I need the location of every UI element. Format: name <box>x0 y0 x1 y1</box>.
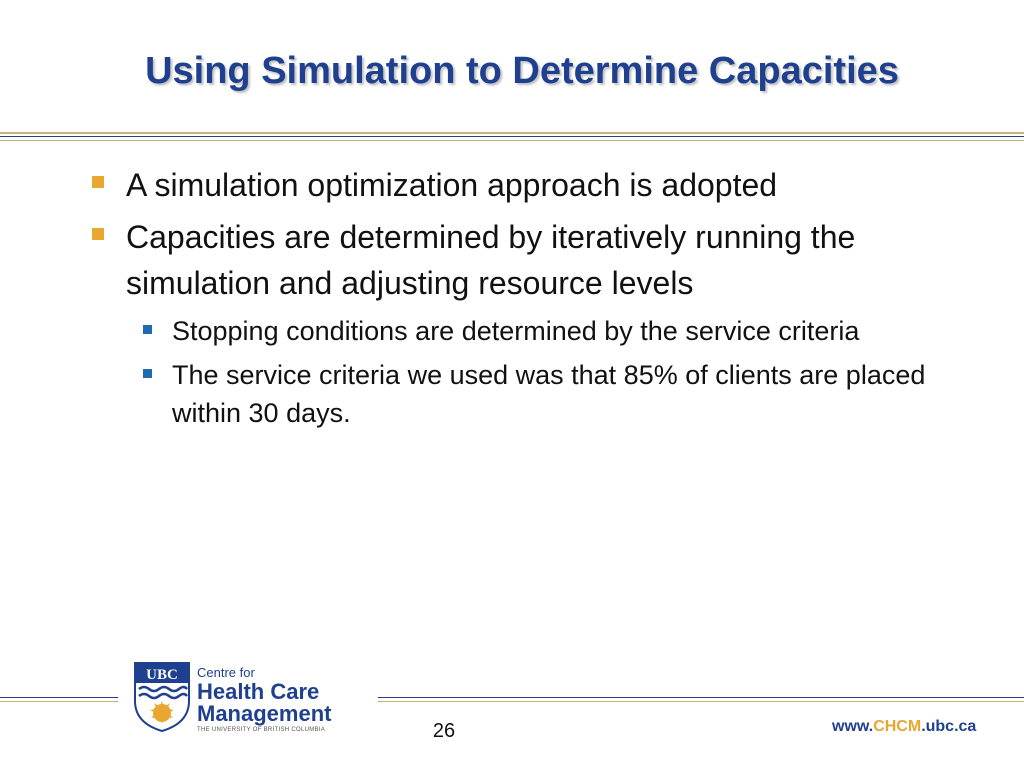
url-suffix: .ubc.ca <box>921 718 977 735</box>
header-rule-gold-lower <box>0 140 1024 141</box>
footer-rule-right-gold <box>378 701 1024 702</box>
header-rule-blue <box>0 136 1024 137</box>
bullet-text: Capacities are determined by iteratively running the simulation and adjusting resource levels <box>126 219 856 301</box>
square-bullet-icon <box>143 369 152 378</box>
ubc-crest-icon <box>133 661 191 733</box>
square-bullet-icon <box>143 325 152 334</box>
bullet-item <box>90 214 950 306</box>
bullet-text: A simulation optimization approach is adopted <box>126 167 778 203</box>
logo-line-management: Management <box>197 701 332 726</box>
logo-line-university: THE UNIVERSITY OF BRITISH COLUMBIA <box>197 727 326 733</box>
page-number: 26 <box>432 720 456 742</box>
logo-line-health-care: Health Care <box>197 679 320 704</box>
bullet-item <box>90 162 950 208</box>
slide-title: Using Simulation to Determine Capacities <box>145 50 899 92</box>
header-rule-gold <box>0 132 1024 134</box>
footer-rule-left-blue <box>0 697 118 698</box>
sub-bullet-item <box>90 312 950 350</box>
square-bullet-icon <box>92 228 104 240</box>
website-url <box>832 718 976 736</box>
sub-bullet-item <box>90 356 950 432</box>
bullet-list <box>90 162 950 438</box>
footer-rule-right-blue <box>378 697 1024 698</box>
url-prefix: www. <box>832 718 874 735</box>
sub-bullet-text: Stopping conditions are determined by the service criteria <box>172 316 860 346</box>
logo-line-centre-for: Centre for <box>197 665 255 680</box>
square-bullet-icon <box>92 176 104 188</box>
url-highlight: CHCM <box>873 718 922 735</box>
crest-text: UBC <box>146 667 178 683</box>
footer-rule-left-gold <box>0 701 118 702</box>
chcm-logo <box>133 661 373 737</box>
sub-bullet-text: The service criteria we used was that 85% of clients are placed within 30 days. <box>172 360 926 428</box>
